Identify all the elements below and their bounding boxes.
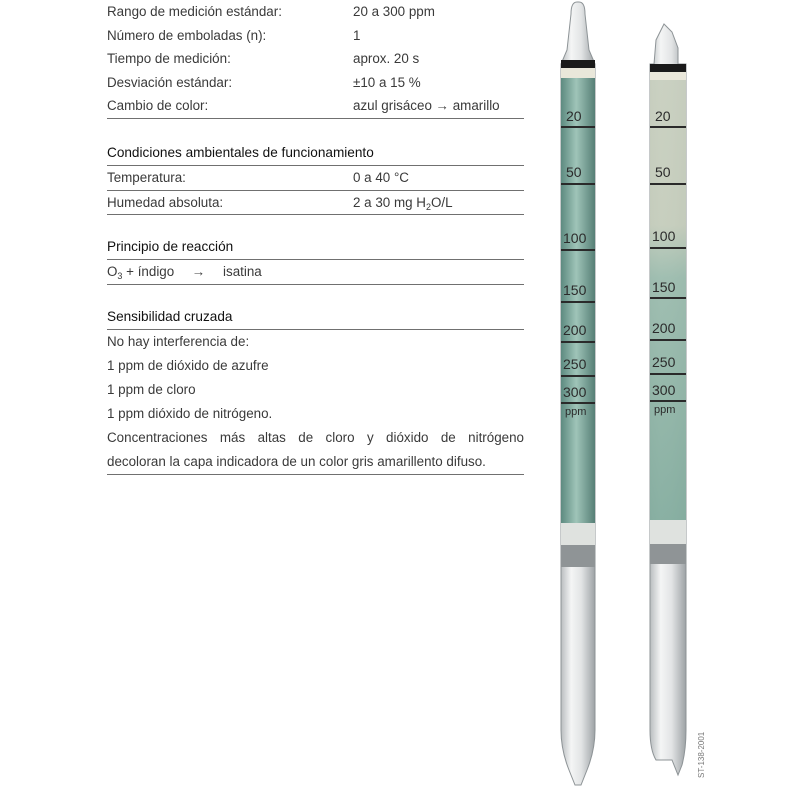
- spec-value: 1: [353, 27, 361, 43]
- ambient-value: 0 a 40 °C: [353, 170, 409, 185]
- spec-table: [107, 0, 524, 119]
- spec-label: Tiempo de medición:: [107, 51, 231, 66]
- reaction-reagent: + índigo: [122, 264, 175, 279]
- spec-label: Desviación estándar:: [107, 74, 233, 90]
- cross-paragraph-line: decoloran la capa indicadora de un color gris amarillento difuso.: [107, 450, 524, 475]
- scale-label: 300: [563, 384, 587, 400]
- ambient-value: [353, 191, 524, 215]
- ambient-label: Temperatura:: [107, 170, 186, 185]
- section-title: Condiciones ambientales de funcionamiento: [107, 141, 524, 166]
- humidity-prefix: 2 a 30 mg H: [353, 194, 426, 210]
- spec-row-deviation: [107, 71, 524, 95]
- ambient-row-humidity: [107, 191, 524, 216]
- scale-label: 150: [563, 282, 587, 298]
- section-title: Sensibilidad cruzada: [107, 305, 524, 330]
- cross-line: 1 ppm de cloro: [107, 382, 196, 397]
- reaction-reactant: O: [107, 264, 118, 279]
- cross-paragraph-line: Concentraciones más altas de cloro y dióxido de nitrógeno: [107, 430, 524, 445]
- spec-row-range: [107, 0, 524, 24]
- ambient-label: Humedad absoluta:: [107, 194, 224, 210]
- spec-value: ±10 a 15 %: [353, 74, 421, 90]
- cross-section: [107, 305, 524, 475]
- scale-unit: ppm: [654, 404, 676, 416]
- scale-label: 100: [563, 230, 587, 246]
- cross-line: No hay interferencia de:: [107, 334, 250, 349]
- image-code-text: ST-138-2001: [697, 731, 706, 778]
- reaction-subscript: 3: [117, 271, 123, 281]
- detector-tube-used: [630, 0, 700, 790]
- humidity-subscript: 2: [425, 201, 431, 212]
- spec-row-color: [107, 94, 524, 119]
- scale-label: 20: [655, 108, 671, 124]
- detector-tube-unused: [545, 0, 615, 790]
- scale-label: 300: [652, 382, 676, 398]
- section-title: Principio de reacción: [107, 235, 524, 260]
- scale-label: 20: [566, 108, 582, 124]
- spec-label: Cambio de color:: [107, 98, 209, 113]
- spec-label: Rango de medición estándar:: [107, 4, 282, 19]
- spec-value: azul grisáceo → amarillo: [353, 98, 500, 113]
- scale-label: 200: [563, 322, 587, 338]
- scale-label: 50: [655, 164, 671, 180]
- ambient-section: [107, 141, 524, 215]
- scale-label: 250: [652, 354, 676, 370]
- cross-line: 1 ppm de dióxido de azufre: [107, 358, 269, 373]
- reaction-arrow: →: [191, 264, 206, 279]
- scale-label: 150: [652, 279, 676, 295]
- spec-label: Número de emboladas (n):: [107, 27, 267, 43]
- spec-value: 20 a 300 ppm: [353, 4, 435, 19]
- reaction-formula: [107, 260, 524, 285]
- spec-row-time: [107, 47, 524, 71]
- spec-value: aprox. 20 s: [353, 51, 420, 66]
- reaction-section: [107, 235, 524, 285]
- scale-label: 200: [652, 320, 676, 336]
- scale-label: 50: [566, 164, 582, 180]
- scale-label: 250: [563, 356, 587, 372]
- scale-label: 100: [652, 228, 676, 244]
- humidity-suffix: O/L: [430, 194, 453, 210]
- reaction-product: isatina: [223, 264, 262, 279]
- spec-row-strokes: [107, 24, 524, 48]
- ambient-row-temperature: [107, 166, 524, 191]
- cross-line: 1 ppm dióxido de nitrógeno.: [107, 406, 273, 421]
- scale-unit: ppm: [565, 406, 587, 418]
- image-code: [693, 720, 709, 780]
